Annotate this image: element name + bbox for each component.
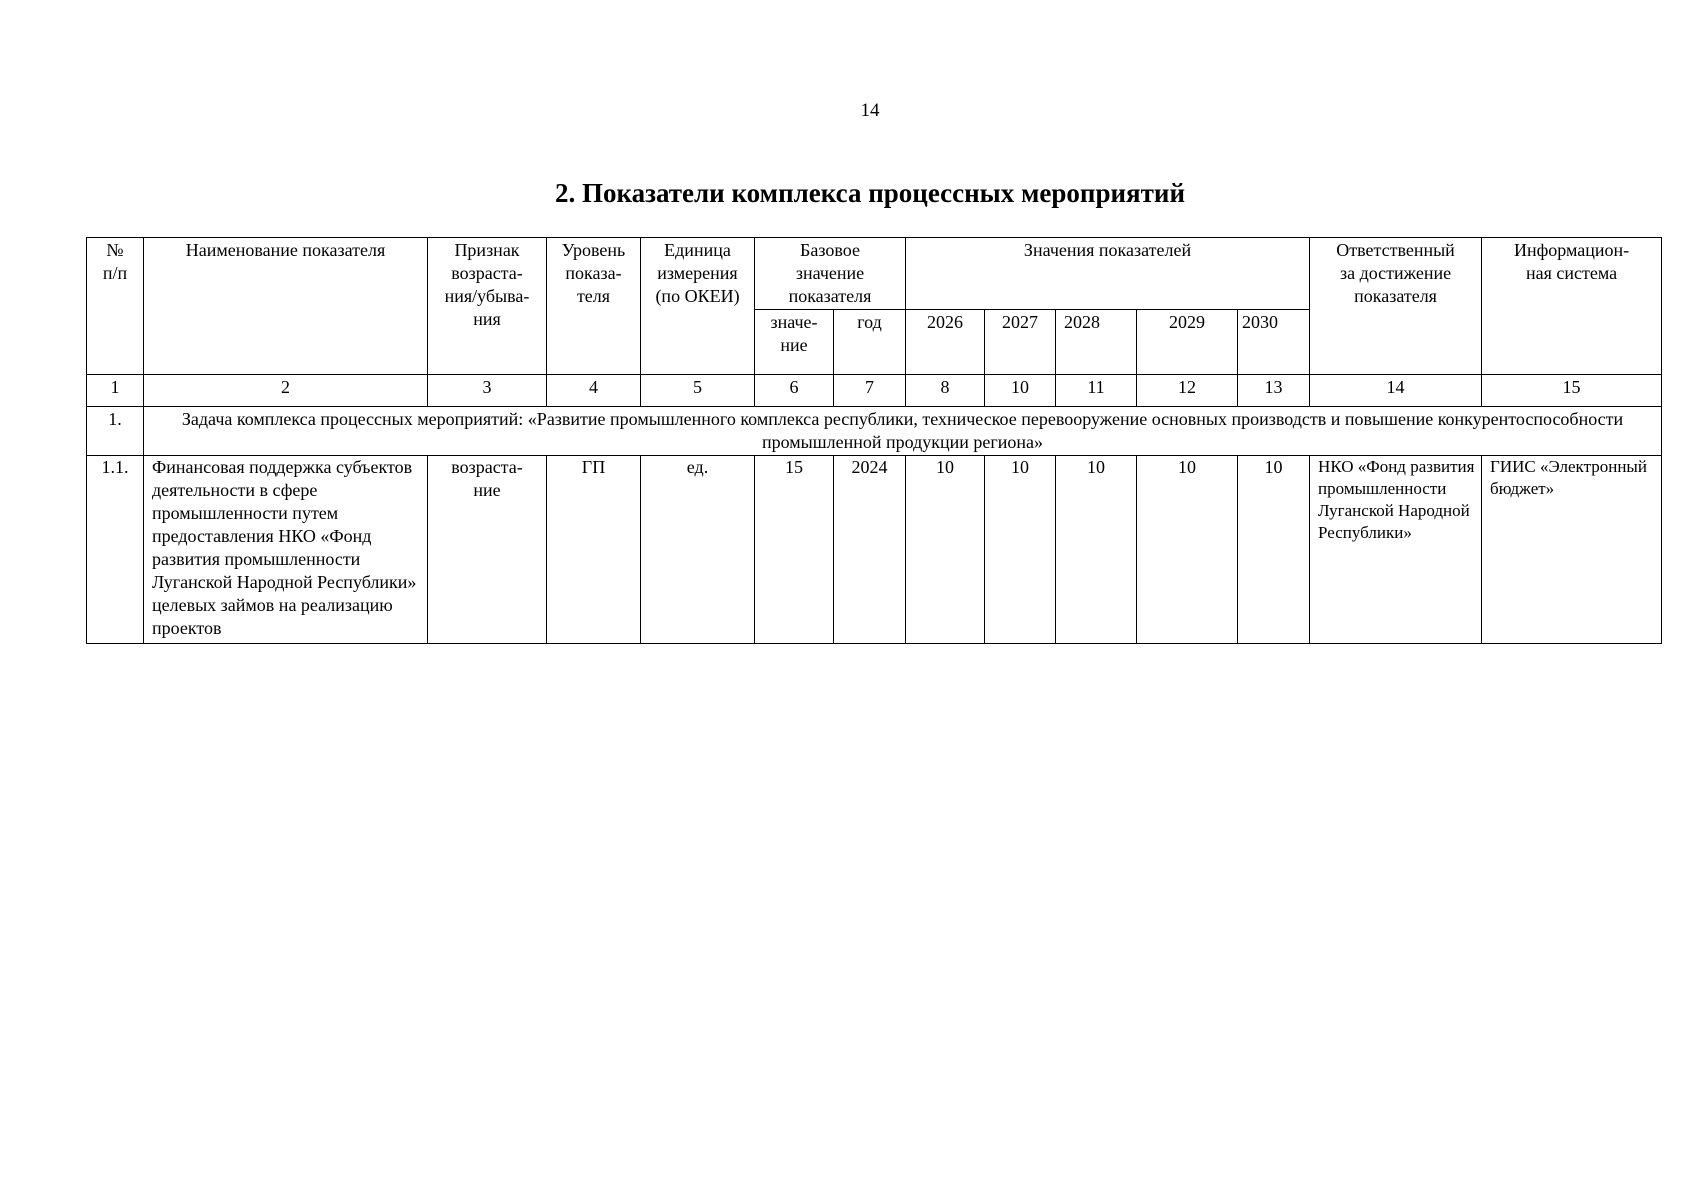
header-row — [87, 238, 1662, 310]
column-number: 1 — [87, 375, 144, 407]
header-year-2029: 2029 — [1137, 310, 1238, 375]
row-sign: возраста- ние — [428, 456, 547, 644]
column-number: 10 — [985, 375, 1056, 407]
row-value-2027: 10 — [985, 456, 1056, 644]
row-responsible: НКО «Фонд развития промышленности Луганской Народной Республики» — [1310, 456, 1482, 644]
indicators-table — [86, 237, 1662, 644]
section-title: 2. Показатели комплекса процессных мероприятий — [554, 178, 1186, 208]
column-number: 11 — [1056, 375, 1137, 407]
task-num: 1. — [87, 407, 144, 456]
header-year-2028: 2028 — [1056, 310, 1137, 375]
column-number: 14 — [1310, 375, 1482, 407]
column-number: 5 — [641, 375, 755, 407]
row-num: 1.1. — [87, 456, 144, 644]
row-info-system: ГИИС «Электронный бюджет» — [1482, 456, 1662, 644]
page-number: 14 — [860, 100, 880, 121]
row-level: ГП — [547, 456, 641, 644]
header-unit: Единица измерения (по ОКЕИ) — [641, 238, 755, 375]
column-number: 13 — [1238, 375, 1310, 407]
header-num: № п/п — [87, 238, 144, 375]
header-year-2030: 2030 — [1238, 310, 1310, 375]
column-number: 4 — [547, 375, 641, 407]
column-number: 8 — [906, 375, 985, 407]
header-responsible: Ответственный за достижение показателя — [1310, 238, 1482, 375]
row-unit: ед. — [641, 456, 755, 644]
task-row — [87, 407, 1662, 456]
header-base: Базовое значение показателя — [755, 238, 906, 310]
header-base-value: значе- ние — [755, 310, 834, 375]
row-name: Финансовая поддержка субъектов деятельности в сфере промышленности путем предоставления НКО «Фонд развития промышленности Луганской Народной Республики» целевых займов на реализацию проектов — [144, 456, 428, 644]
header-name: Наименование показателя — [144, 238, 428, 375]
column-number: 3 — [428, 375, 547, 407]
header-year-2026: 2026 — [906, 310, 985, 375]
column-number: 6 — [755, 375, 834, 407]
row-base-value: 15 — [755, 456, 834, 644]
header-values: Значения показателей — [906, 238, 1310, 310]
row-value-2026: 10 — [906, 456, 985, 644]
header-level: Уровень показа- теля — [547, 238, 641, 375]
header-info-system: Информацион- ная система — [1482, 238, 1662, 375]
table-row — [87, 456, 1662, 644]
task-text: Задача комплекса процессных мероприятий: «Развитие промышленного комплекса республики, техническое перевооружение основных производств и повышение конкурентоспособности промышленной продукции региона» — [144, 407, 1662, 456]
row-value-2028: 10 — [1056, 456, 1137, 644]
column-number: 7 — [834, 375, 906, 407]
row-value-2029: 10 — [1137, 456, 1238, 644]
column-numbers-row — [87, 375, 1662, 407]
header-sign: Признак возраста- ния/убыва- ния — [428, 238, 547, 375]
row-value-2030: 10 — [1238, 456, 1310, 644]
column-number: 15 — [1482, 375, 1662, 407]
header-year-2027: 2027 — [985, 310, 1056, 375]
column-number: 2 — [144, 375, 428, 407]
row-base-year: 2024 — [834, 456, 906, 644]
column-number: 12 — [1137, 375, 1238, 407]
header-base-year: год — [834, 310, 906, 375]
